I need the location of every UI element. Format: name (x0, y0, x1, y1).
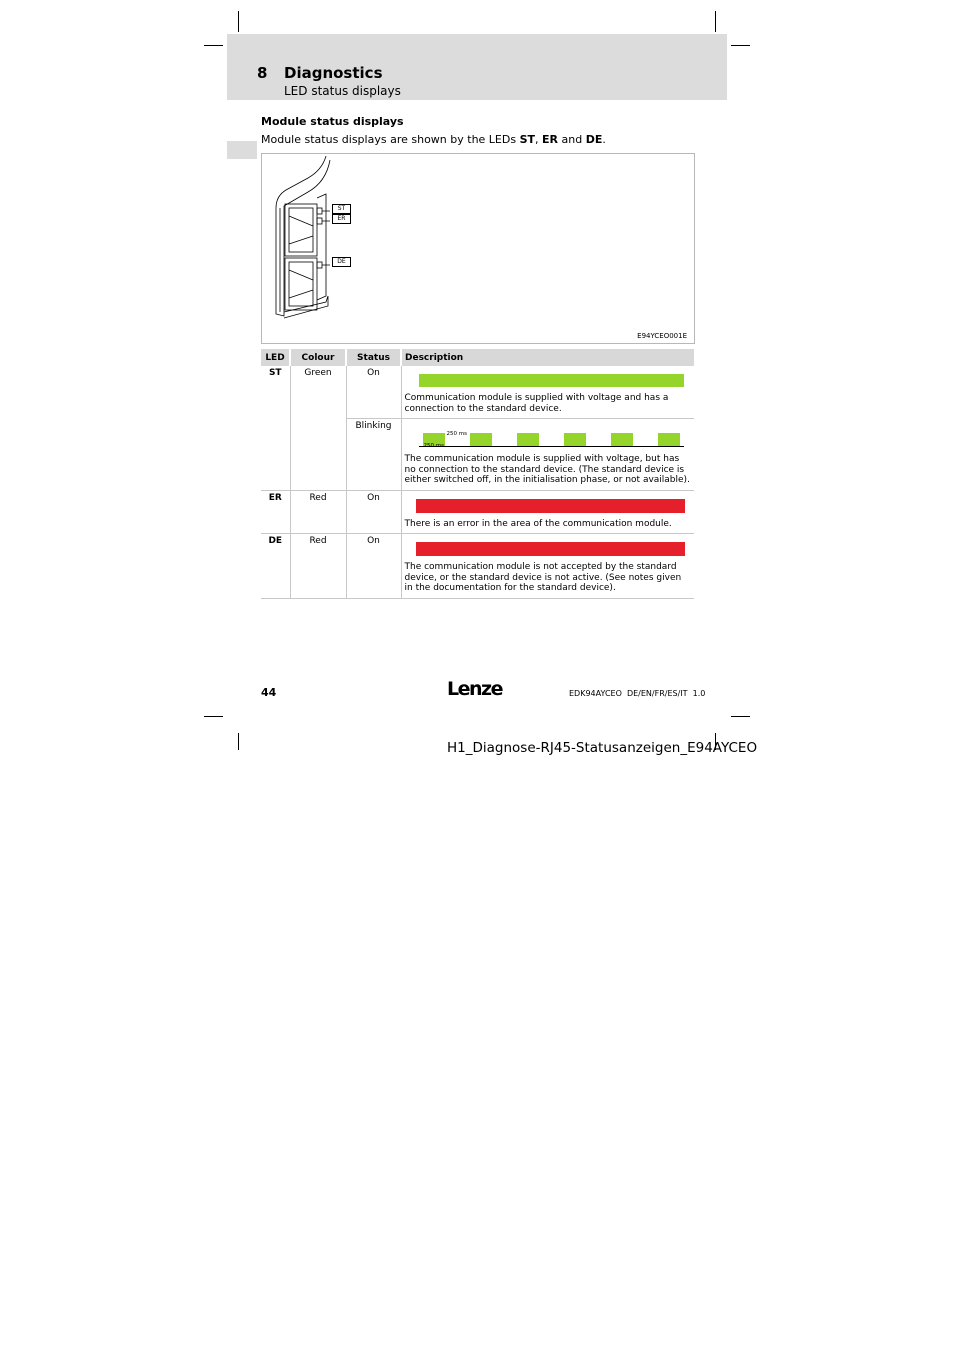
figure-code: E94YCEO001E (637, 332, 687, 340)
led-status: Blinking (346, 419, 401, 491)
blink-timing-diagram (419, 425, 684, 447)
led-label-st: ST (332, 204, 351, 214)
crop-mark (731, 716, 750, 717)
header-status: Status (346, 349, 401, 366)
chapter-number: 8 (257, 64, 268, 82)
led-description: There is an error in the area of the communication module. (404, 518, 672, 529)
crop-mark (238, 11, 239, 32)
led-label-er: ER (332, 214, 351, 224)
section-title: Module status displays (261, 115, 404, 128)
header-description: Description (401, 349, 694, 366)
intro-paragraph: Module status displays are shown by the LEDs ST, ER and DE. (261, 133, 606, 146)
timing-on-label: 250 ms (423, 443, 444, 449)
led-description-cell (401, 366, 694, 419)
timing-baseline (419, 446, 684, 447)
led-colour: Red (290, 534, 346, 599)
led-on-bar-red (416, 542, 685, 556)
led-label-de: DE (332, 257, 351, 267)
led-on-bar-green (419, 374, 684, 387)
chapter-subtitle: LED status displays (284, 84, 401, 98)
led-description: The communication module is supplied with voltage, but has no connection to the standard device. (The standard device is either switched off, in the initialisation phase, or not available). (404, 454, 690, 485)
blink-pulse (470, 433, 492, 446)
document-code: EDK94AYCEO DE/EN/FR/ES/IT 1.0 (569, 689, 706, 698)
led-status: On (346, 490, 401, 534)
led-colour: Green (290, 366, 346, 490)
header-led: LED (261, 349, 290, 366)
lenze-logo: Lenze (447, 678, 502, 700)
led-name: ST (261, 366, 290, 490)
table-row (261, 490, 694, 534)
module-figure (261, 153, 695, 344)
blink-pulse (611, 433, 633, 446)
led-description: Communication module is supplied with voltage and has a connection to the standard device. (404, 393, 669, 414)
led-status-table (261, 349, 694, 599)
table-row (261, 366, 694, 419)
led-name: ER (261, 490, 290, 534)
crop-mark (731, 45, 750, 46)
table-header-row (261, 349, 694, 366)
table-row (261, 534, 694, 599)
crop-mark (238, 733, 239, 750)
crop-mark (204, 716, 223, 717)
led-description: The communication module is not accepted by the standard device, or the standard device is not active. (See notes given in the documentation for the standard device). (404, 562, 682, 593)
led-description-cell (401, 534, 694, 599)
crop-mark (204, 45, 223, 46)
led-colour: Red (290, 490, 346, 534)
timing-off-label: 250 ms (446, 431, 467, 437)
header-colour: Colour (290, 349, 346, 366)
crop-mark (715, 11, 716, 32)
led-status: On (346, 366, 401, 419)
led-description-cell (401, 490, 694, 534)
file-tag: H1_Diagnose-RJ45-Statusanzeigen_E94AYCEO (447, 740, 758, 756)
module-drawing (268, 156, 348, 326)
blink-pulse (564, 433, 586, 446)
chapter-title: Diagnostics (284, 64, 383, 82)
blink-pulse (517, 433, 539, 446)
led-description-cell (401, 419, 694, 491)
led-name: DE (261, 534, 290, 599)
led-status: On (346, 534, 401, 599)
blink-pulse (658, 433, 680, 446)
led-on-bar-red (416, 499, 685, 513)
side-tab-marker (227, 141, 257, 159)
page-number: 44 (261, 686, 277, 699)
